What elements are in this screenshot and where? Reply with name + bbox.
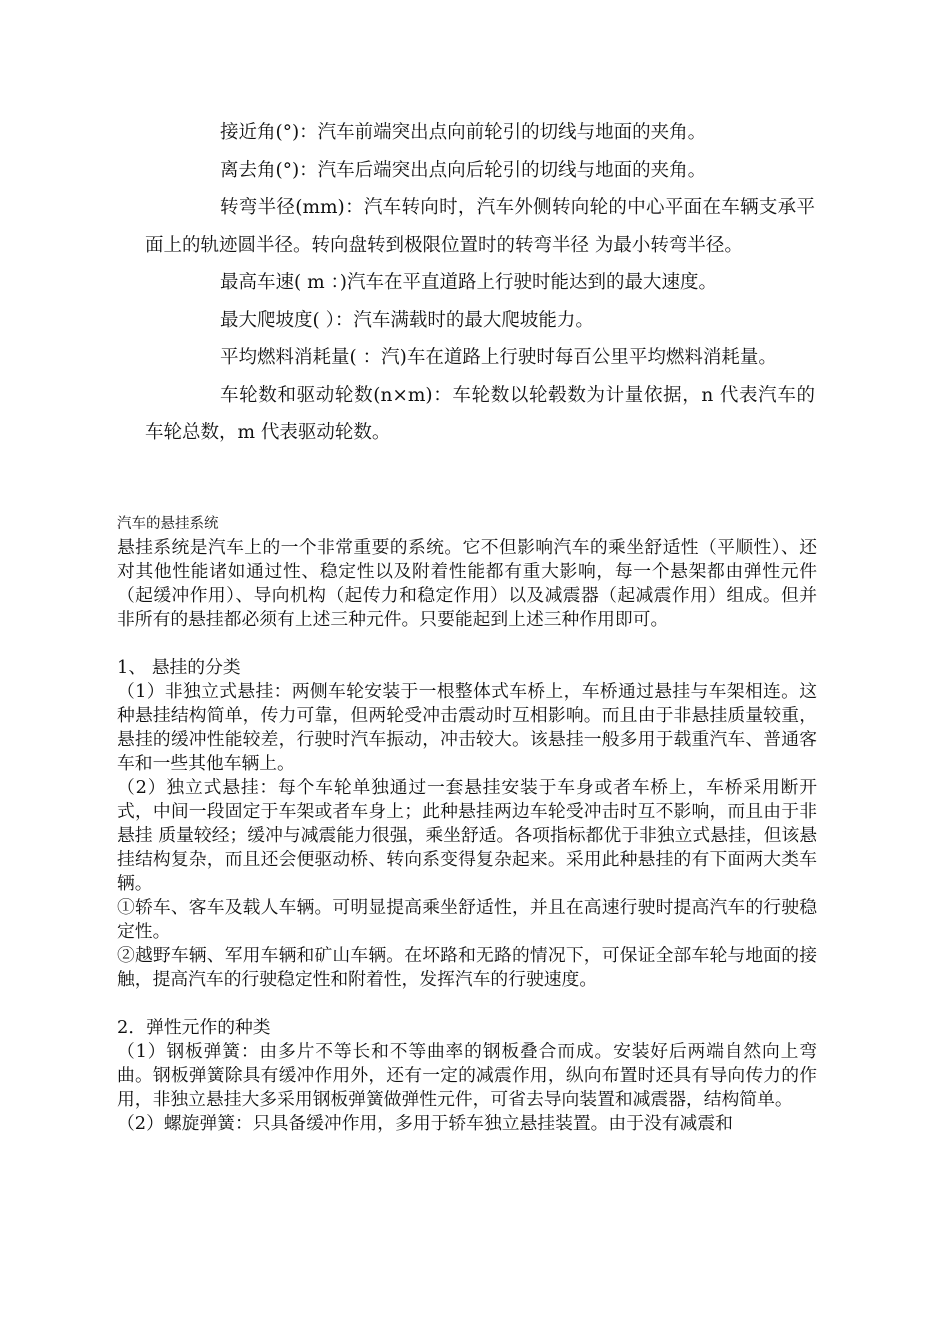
wheel-count-paragraph: 车轮数和驱动轮数(n×m)：车轮数以轮毂数为计量依据，n 代表汽车的车轮总数，m 代表驱动轮数。 [145, 384, 815, 443]
paragraph-gap [117, 992, 817, 1016]
suspension-section [117, 512, 817, 1136]
leaf-spring-paragraph: （1）钢板弹簧：由多片不等长和不等曲率的钢板叠合而成。安装好后两端自然向上弯曲。钢板弹簧除具有缓冲作用外，还有一定的减震作用，纵向布置时还具有导向传力的作用，非独立悬挂大多采用钢板弹簧做弹性元件，可省去导向装置和减震器，结构简单。 [117, 1041, 817, 1110]
passenger-vehicles-paragraph: ①轿车、客车及载人车辆。可明显提高乘坐舒适性，并且在高速行驶时提高汽车的行驶稳定性。 [117, 897, 817, 942]
turning-radius-paragraph: 转弯半径(mm)：汽车转向时，汽车外侧转向轮的中心平面在车辆支承平面上的轨迹圆半径。转向盘转到极限位置时的转弯半径 为最小转弯半径。 [145, 197, 815, 256]
non-independent-suspension-paragraph: （1）非独立式悬挂：两侧车轮安装于一根整体式车桥上，车桥通过悬挂与车架相连。这种悬挂结构简单，传力可靠，但两轮受冲击震动时互相影响。而且由于非悬挂质量较重，悬挂的缓冲性能较差，行驶时汽车振动，冲击较大。该悬挂一般多用于载重汽车、普通客车和一些其他车辆上。 [117, 681, 817, 774]
independent-suspension-paragraph: （2）独立式悬挂：每个车轮单独通过一套悬挂安装于车身或者车桥上，车桥采用断开式，中间一段固定于车架或者车身上；此种悬挂两边车轮受冲击时互不影响，而且由于非悬挂 质量较经；缓冲与减震能力很强，乘坐舒适。各项指标都优于非独立式悬挂，但该悬挂结构复杂，而且还会便驱动桥、转向系变得复杂起来。采用此种悬挂的有下面两大类车辆。 [117, 777, 817, 894]
suspension-intro-paragraph: 悬挂系统是汽车上的一个非常重要的系统。它不但影响汽车的乘坐舒适性（平顺性）、还对其他性能诸如通过性、稳定性以及附着性能都有重大影响，每一个悬架都由弹性元件（起缓冲作用）、导向机构（起传力和稳定作用）以及减震器（起减震作用）组成。但并非所有的悬挂都必须有上述三种元件。只要能起到上述三种作用即可。 [117, 537, 817, 630]
max-speed-paragraph: 最高车速( m ：)汽车在平直道路上行驶时能达到的最大速度。 [220, 272, 717, 293]
paragraph-gap [117, 632, 817, 656]
vehicle-parameters-section [145, 114, 815, 452]
classification-title: 1、 悬挂的分类 [117, 657, 241, 678]
fuel-consumption-paragraph: 平均燃料消耗量( ：汽)车在道路上行驶时每百公里平均燃料消耗量。 [220, 347, 777, 368]
max-gradeability-paragraph: 最大爬坡度( ）：汽车满载时的最大爬坡能力。 [220, 309, 594, 331]
departure-angle-paragraph: 离去角(°)：汽车后端突出点向后轮引的切线与地面的夹角。 [220, 159, 707, 181]
approach-angle-paragraph: 接近角(°)：汽车前端突出点向前轮引的切线与地面的夹角。 [220, 122, 707, 143]
elastic-elements-title: 2．弹性元作的种类 [117, 1017, 271, 1038]
offroad-vehicles-paragraph: ②越野车辆、军用车辆和矿山车辆。在坏路和无路的情况下，可保证全部车轮与地面的接触，提高汽车的行驶稳定性和附着性，发挥汽车的行驶速度。 [117, 945, 817, 990]
suspension-heading: 汽车的悬挂系统 [117, 516, 219, 532]
coil-spring-paragraph: （2）螺旋弹簧：只具备缓冲作用，多用于轿车独立悬挂装置。由于没有减震和 [117, 1113, 733, 1134]
